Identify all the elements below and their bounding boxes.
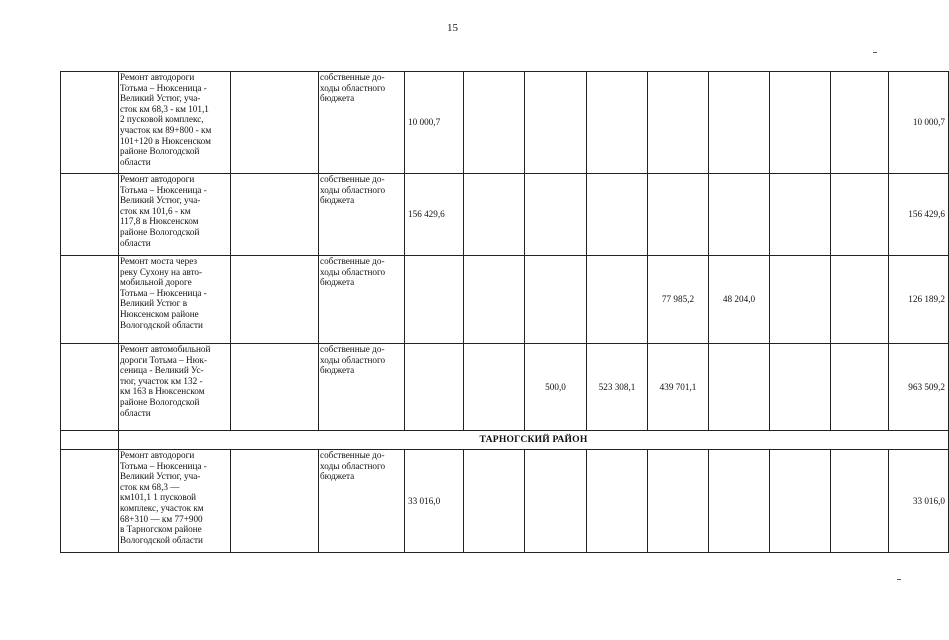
amount-cell — [464, 174, 525, 256]
total-cell: 33 016,0 — [889, 450, 949, 553]
amount-cell — [587, 174, 648, 256]
page-number: 15 — [447, 22, 458, 34]
total-cell: 156 429,6 — [889, 174, 949, 256]
object-name-cell: Ремонт автодороги Тотьма – Нюксеница - Великий Устюг, уча- сток км 68,3 - км 101,1 2 пусковой комплекс, участок км 89+800 - км 101+120 в Нюксенском районе Вологодской области — [119, 72, 231, 174]
empty-cell — [231, 450, 319, 553]
amount-cell — [464, 344, 525, 431]
margin-mark — [873, 52, 877, 53]
object-name-cell: Ремонт автодороги Тотьма – Нюксеница - Великий Устюг, уча- сток км 101,6 - км 117,8 в Нюксенском районе Вологодской области — [119, 174, 231, 256]
amount-cell — [709, 72, 770, 174]
amount-cell — [831, 344, 889, 431]
budget-table — [60, 71, 949, 553]
amount-cell: 33 016,0 — [405, 450, 464, 553]
amount-cell — [405, 256, 464, 344]
amount-cell — [831, 256, 889, 344]
funding-source-cell: собственные до- ходы областного бюджета — [319, 450, 405, 553]
empty-cell — [231, 174, 319, 256]
object-name-cell: Ремонт моста через реку Сухону на авто- мобильной дороге Тотьма – Нюксеница - Великий Устюг в Нюксенском районе Вологодской области — [119, 256, 231, 344]
amount-cell — [648, 450, 709, 553]
amount-cell: 439 701,1 — [648, 344, 709, 431]
section-header-row — [61, 431, 949, 450]
amount-cell — [831, 450, 889, 553]
amount-cell — [464, 450, 525, 553]
amount-cell — [770, 344, 831, 431]
amount-cell — [770, 450, 831, 553]
amount-cell — [648, 72, 709, 174]
row-marker-cell — [61, 174, 119, 256]
empty-cell — [231, 256, 319, 344]
table-row — [61, 450, 949, 553]
table-row — [61, 256, 949, 344]
table-row — [61, 174, 949, 256]
amount-cell — [770, 256, 831, 344]
funding-source-cell: собственные до- ходы областного бюджета — [319, 256, 405, 344]
empty-cell — [231, 72, 319, 174]
amount-cell — [587, 256, 648, 344]
section-title: ТАРНОГСКИЙ РАЙОН — [119, 431, 949, 450]
amount-cell — [587, 450, 648, 553]
row-marker-cell — [61, 450, 119, 553]
amount-cell: 10 000,7 — [405, 72, 464, 174]
amount-cell — [709, 344, 770, 431]
amount-cell — [405, 344, 464, 431]
amount-cell — [709, 174, 770, 256]
amount-cell — [648, 174, 709, 256]
funding-source-cell: собственные до- ходы областного бюджета — [319, 174, 405, 256]
amount-cell — [770, 72, 831, 174]
amount-cell — [831, 72, 889, 174]
amount-cell — [831, 174, 889, 256]
amount-cell: 48 204,0 — [709, 256, 770, 344]
total-cell: 963 509,2 — [889, 344, 949, 431]
amount-cell — [525, 450, 587, 553]
object-name-cell: Ремонт автомобильной дороги Тотьма – Нюк- сеница - Великий Ус- тюг, участок км 132 - км 163 в Нюксенском районе Вологодской области — [119, 344, 231, 431]
amount-cell: 77 985,2 — [648, 256, 709, 344]
amount-cell — [464, 72, 525, 174]
margin-mark — [897, 579, 901, 580]
total-cell: 10 000,7 — [889, 72, 949, 174]
amount-cell — [525, 256, 587, 344]
row-marker-cell — [61, 431, 119, 450]
row-marker-cell — [61, 72, 119, 174]
amount-cell — [770, 174, 831, 256]
amount-cell — [587, 72, 648, 174]
row-marker-cell — [61, 256, 119, 344]
total-cell: 126 189,2 — [889, 256, 949, 344]
amount-cell — [525, 72, 587, 174]
object-name-cell: Ремонт автодороги Тотьма – Нюксеница - Великий Устюг, уча- сток км 68,3 — км101,1 1 пусковой комплекс, участок км 68+310 — км 77+900 в Тарногском районе Вологодской области — [119, 450, 231, 553]
amount-cell — [464, 256, 525, 344]
amount-cell: 156 429,6 — [405, 174, 464, 256]
amount-cell — [709, 450, 770, 553]
table-row — [61, 72, 949, 174]
funding-source-cell: собственные до- ходы областного бюджета — [319, 344, 405, 431]
empty-cell — [231, 344, 319, 431]
funding-source-cell: собственные до- ходы областного бюджета — [319, 72, 405, 174]
row-marker-cell — [61, 344, 119, 431]
amount-cell: 523 308,1 — [587, 344, 648, 431]
table-row — [61, 344, 949, 431]
amount-cell: 500,0 — [525, 344, 587, 431]
amount-cell — [525, 174, 587, 256]
